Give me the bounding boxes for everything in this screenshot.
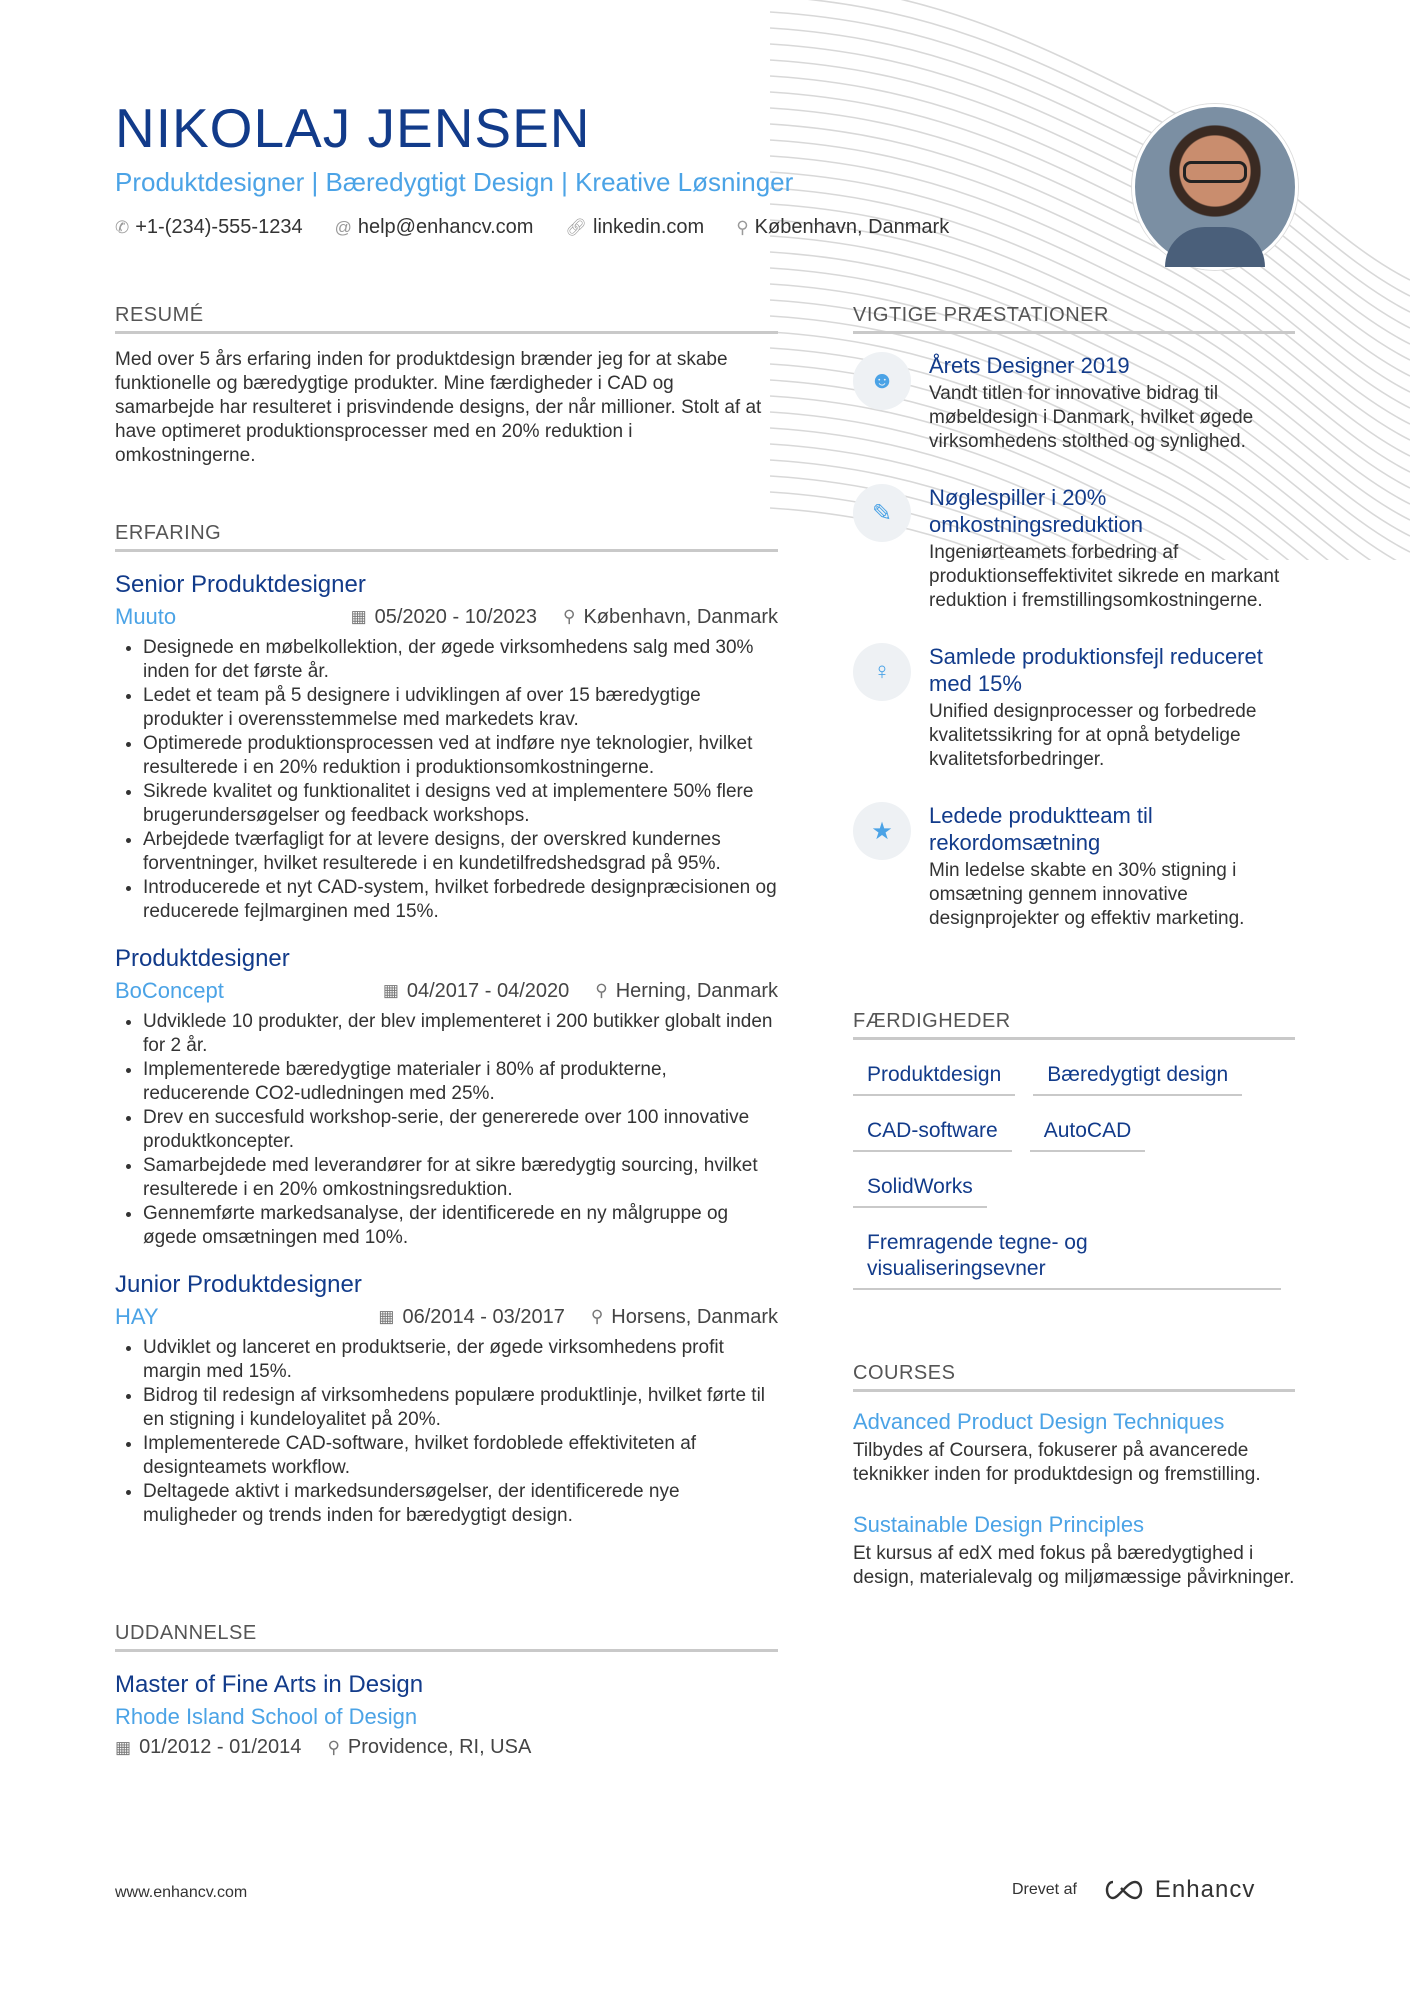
job-location bbox=[595, 980, 778, 1003]
section-title-resume: RESUMÉ bbox=[115, 304, 778, 334]
achievement-title: Samlede produktionsfejl reduceret med 15% bbox=[929, 644, 1263, 696]
contact-row bbox=[115, 216, 1115, 239]
brand-logo[interactable] bbox=[1101, 1876, 1255, 1904]
job-bullet: • Arbejdede tværfagligt for at levere designs, der overskred kundernes forventninger, hvilket resulterede i en kundetilfredshedsgrad på 95%. bbox=[143, 828, 778, 876]
job-bullet: • Bidrog til redesign af virksomhedens populære produktlinje, hvilket førte til en stigning i kundeloyalitet på 20%. bbox=[143, 1384, 778, 1432]
skills-section bbox=[853, 1010, 1295, 1308]
contact-phone[interactable] bbox=[115, 216, 303, 239]
achievement-desc: Min ledelse skabte en 30% stigning i omsætning gennem innovative designprojekter og effektiv marketing. bbox=[929, 860, 1245, 929]
achievement-item bbox=[853, 352, 1295, 454]
lightbulb-icon: ♀ bbox=[853, 643, 911, 701]
job-entry bbox=[115, 570, 778, 924]
achievement-desc: Ingeniørteamets forbedring af produktionseffektivitet sikrede en markant reduktion i fremstillingsomkostningerne. bbox=[929, 542, 1280, 611]
contact-linkedin[interactable] bbox=[565, 216, 704, 239]
contact-phone-text: +1-(234)-555-1234 bbox=[135, 216, 303, 238]
achievements-section bbox=[853, 304, 1295, 931]
job-bullets bbox=[115, 1336, 778, 1528]
experience-section bbox=[115, 522, 778, 1528]
education-dates bbox=[115, 1736, 301, 1759]
contact-email[interactable] bbox=[335, 216, 534, 239]
courses-section bbox=[853, 1362, 1295, 1590]
job-bullet: • Introducerede et nyt CAD-system, hvilket forbedrede designpræcisionen og reducerede fejlmarginen med 15%. bbox=[143, 876, 778, 924]
job-bullet: • Udviklede 10 produkter, der blev implementeret i 200 butikker globalt inden for 2 år. bbox=[143, 1010, 778, 1058]
education-location-text: Providence, RI, USA bbox=[347, 1736, 532, 1758]
location-icon: ⚲ bbox=[736, 217, 749, 237]
achievement-desc: Unified designprocesser og forbedrede kvalitetssikring for at opnå betydelige kvalitetsforbedringer. bbox=[929, 701, 1257, 770]
job-title: Produktdesigner bbox=[115, 945, 290, 972]
education-section bbox=[115, 1622, 778, 1759]
job-dates bbox=[351, 606, 537, 629]
skill-tag: AutoCAD bbox=[1030, 1114, 1146, 1152]
powered-by-label: Drevet af bbox=[1012, 1881, 1077, 1898]
education-location bbox=[327, 1736, 531, 1759]
job-bullet: • Designede en møbelkollektion, der øgede virksomhedens salg med 30% inden for det første år. bbox=[143, 636, 778, 684]
star-icon: ★ bbox=[853, 802, 911, 860]
section-title-skills: FÆRDIGHEDER bbox=[853, 1010, 1295, 1040]
skill-tag: Fremragende tegne- og visualiseringsevner bbox=[853, 1226, 1281, 1290]
calendar-icon: ▦ bbox=[350, 607, 367, 626]
skill-tag: SolidWorks bbox=[853, 1170, 987, 1208]
infinity-logo-icon bbox=[1101, 1878, 1147, 1902]
footer-website[interactable]: www.enhancv.com bbox=[115, 1884, 248, 1901]
at-icon: @ bbox=[334, 217, 352, 237]
course-item bbox=[853, 1511, 1295, 1590]
job-location-text: Herning, Danmark bbox=[615, 979, 778, 1002]
footer-branding bbox=[1012, 1876, 1255, 1904]
school-name: Rhode Island School of Design bbox=[115, 1704, 418, 1729]
head-icon: ☻ bbox=[853, 352, 911, 410]
education-meta bbox=[115, 1736, 778, 1759]
course-desc: Et kursus af edX med fokus på bæredygtighed i design, materialevalg og miljømæssige påvirkninger. bbox=[853, 1543, 1295, 1588]
achievement-title: Årets Designer 2019 bbox=[929, 353, 1130, 378]
achievement-title: Ledede produktteam til rekordomsætning bbox=[929, 803, 1153, 855]
contact-email-text: help@enhancv.com bbox=[357, 216, 534, 238]
section-title-achievements: VIGTIGE PRÆSTATIONER bbox=[853, 304, 1295, 334]
magic-wand-icon: ✎ bbox=[853, 484, 911, 542]
achievement-item bbox=[853, 484, 1295, 613]
job-entry bbox=[115, 1270, 778, 1528]
job-dates bbox=[378, 1306, 564, 1329]
calendar-icon: ▦ bbox=[115, 1737, 132, 1757]
job-bullet: • Udviklet og lanceret en produktserie, der øgede virksomhedens profit margin med 15%. bbox=[143, 1336, 778, 1384]
achievement-item bbox=[853, 643, 1295, 772]
phone-icon: ✆ bbox=[115, 217, 130, 237]
skill-tag: Produktdesign bbox=[853, 1058, 1015, 1096]
header bbox=[115, 98, 1115, 239]
company-name: BoConcept bbox=[115, 978, 224, 1003]
job-dates-text: 05/2020 - 10/2023 bbox=[374, 605, 537, 628]
section-title-education: UDDANNELSE bbox=[115, 1622, 778, 1652]
job-meta bbox=[115, 1304, 778, 1330]
job-location-text: København, Danmark bbox=[583, 605, 778, 628]
company-name: HAY bbox=[115, 1304, 159, 1329]
link-icon: 🔗︎ bbox=[565, 217, 588, 237]
course-desc: Tilbydes af Coursera, fokuserer på avancerede teknikker inden for produktdesign og fremstilling. bbox=[853, 1440, 1261, 1485]
location-icon: ⚲ bbox=[563, 607, 576, 626]
job-bullet: • Sikrede kvalitet og funktionalitet i designs ved at implementere 50% flere brugerundersøgelser og feedback workshops. bbox=[143, 780, 778, 828]
job-location bbox=[563, 606, 778, 629]
skill-tag: Bæredygtigt design bbox=[1033, 1058, 1242, 1096]
job-bullet: • Samarbejdede med leverandører for at sikre bæredygtig sourcing, hvilket resulterede i en 20% omkostningsreduktion. bbox=[143, 1154, 778, 1202]
achievement-item bbox=[853, 802, 1295, 931]
job-bullets bbox=[115, 636, 778, 924]
section-title-experience: ERFARING bbox=[115, 522, 778, 552]
profile-photo bbox=[1132, 104, 1298, 270]
location-icon: ⚲ bbox=[327, 1737, 340, 1757]
job-entry bbox=[115, 944, 778, 1250]
achievement-desc: Vandt titlen for innovative bidrag til møbeldesign i Danmark, hvilket øgede virksomhedens stolthed og synlighed. bbox=[929, 383, 1254, 452]
job-title: Junior Produktdesigner bbox=[115, 1271, 362, 1298]
calendar-icon: ▦ bbox=[382, 981, 399, 1000]
job-meta bbox=[115, 604, 778, 630]
company-name: Muuto bbox=[115, 604, 177, 629]
skill-tag: CAD-software bbox=[853, 1114, 1012, 1152]
job-location-text: Horsens, Danmark bbox=[611, 1305, 778, 1328]
location-icon: ⚲ bbox=[595, 981, 608, 1000]
brand-name: Enhancv bbox=[1154, 1876, 1256, 1903]
education-dates-text: 01/2012 - 01/2014 bbox=[139, 1736, 302, 1758]
candidate-subtitle: Produktdesigner | Bæredygtigt Design | Kreative Løsninger bbox=[115, 167, 794, 197]
course-title: Advanced Product Design Techniques bbox=[853, 1409, 1225, 1434]
job-meta bbox=[115, 978, 778, 1004]
job-title: Senior Produktdesigner bbox=[115, 571, 366, 598]
job-bullet: • Gennemførte markedsanalyse, der identificerede en ny målgruppe og øgede omsætningen med 10%. bbox=[143, 1202, 778, 1250]
candidate-name: NIKOLAJ JENSEN bbox=[115, 97, 591, 159]
course-item bbox=[853, 1408, 1295, 1487]
contact-location bbox=[736, 216, 949, 239]
location-icon: ⚲ bbox=[590, 1307, 604, 1326]
job-bullet: • Drev en succesfuld workshop-serie, der genererede over 100 innovative produktkoncepter. bbox=[143, 1106, 778, 1154]
section-title-courses: COURSES bbox=[853, 1362, 1295, 1392]
job-bullet: • Optimerede produktionsprocessen ved at indføre nye teknologier, hvilket resulterede i en 20% reduktion i produktionsomkostningerne. bbox=[143, 732, 778, 780]
resume-section bbox=[115, 304, 778, 468]
contact-linkedin-text: linkedin.com bbox=[593, 216, 705, 238]
job-bullet: • Implementerede CAD-software, hvilket fordoblede effektiviteten af designteamets workflow. bbox=[143, 1432, 778, 1480]
job-dates bbox=[383, 980, 569, 1003]
job-dates-text: 06/2014 - 03/2017 bbox=[402, 1305, 565, 1328]
achievement-title: Nøglespiller i 20% omkostningsreduktion bbox=[929, 485, 1144, 537]
skills-list bbox=[853, 1058, 1295, 1308]
resume-text: Med over 5 års erfaring inden for produktdesign brænder jeg for at skabe funktionelle og bæredygtige produkter. Mine færdigheder i CAD og samarbejde har resulteret i prisvindende designs, der når millioner. Stolt af at have optimeret produktionsprocesser med en 20% reduktion i omkostningerne. bbox=[115, 349, 762, 466]
contact-location-text: København, Danmark bbox=[754, 216, 950, 238]
job-bullet: • Deltagede aktivt i markedsundersøgelser, der identificerede nye muligheder og trends inden for bæredygtigt design. bbox=[143, 1480, 778, 1528]
course-title: Sustainable Design Principles bbox=[853, 1512, 1145, 1537]
job-bullets bbox=[115, 1010, 778, 1250]
job-bullet: • Implementerede bæredygtige materialer i 80% af produkterne, reducerende CO2-udledningen med 25%. bbox=[143, 1058, 778, 1106]
degree-title: Master of Fine Arts in Design bbox=[115, 1671, 424, 1698]
job-bullet: • Ledet et team på 5 designere i udviklingen af over 15 bæredygtige produkter i overensstemmelse med markedets krav. bbox=[143, 684, 778, 732]
job-location bbox=[591, 1306, 778, 1329]
calendar-icon: ▦ bbox=[378, 1307, 395, 1326]
job-dates-text: 04/2017 - 04/2020 bbox=[406, 979, 570, 1002]
